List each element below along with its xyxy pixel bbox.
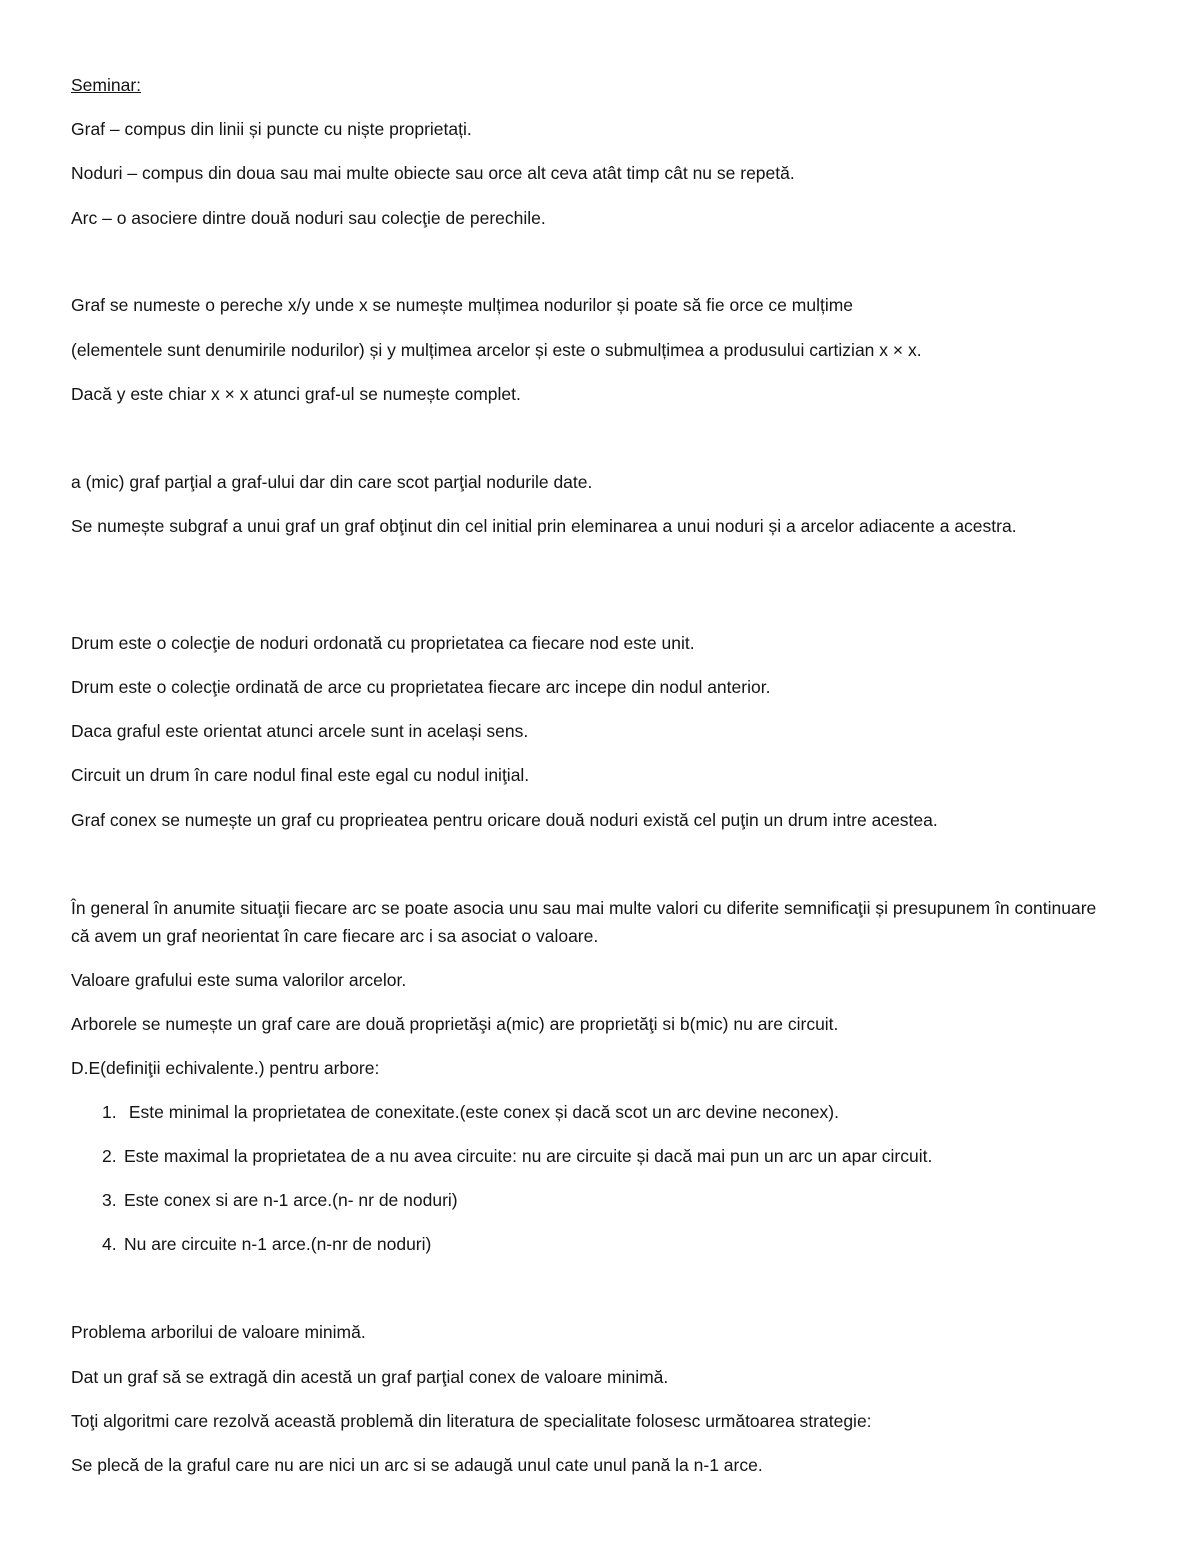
- paragraph-complet: Dacă y este chiar x × x atunci graf-ul se numește complet.: [71, 384, 521, 404]
- paragraph-circuit: Circuit un drum în care nodul final este egal cu nodul iniţial.: [71, 765, 530, 785]
- list-item: [102, 1230, 1122, 1258]
- list-number: 4.: [102, 1234, 117, 1254]
- paragraph-graf-conex: Graf conex se numește un graf cu proprieatea pentru oricare două noduri există cel puţin un drum intre acestea.: [71, 810, 938, 830]
- list-text: Nu are circuite n-1 arce.(n-nr de noduri): [124, 1234, 432, 1254]
- paragraph-elementele: (elementele sunt denumirile nodurilor) și y mulțimea arcelor și este o submulțimea a produsului cartizian x × x.: [71, 340, 922, 360]
- paragraph-noduri: Noduri – compus din doua sau mai multe obiecte sau orce alt ceva atât timp cât nu se repetă.: [71, 163, 795, 183]
- paragraph-graf-partial: a (mic) graf parţial a graf-ului dar din care scot parţial nodurile date.: [71, 472, 593, 492]
- paragraph-arborele: Arborele se numește un graf care are două proprietăşi a(mic) are proprietăţi si b(mic) nu are circuit.: [71, 1014, 839, 1034]
- paragraph-orientat: Daca graful este orientat atunci arcele sunt in același sens.: [71, 721, 529, 741]
- page-heading: Seminar:: [71, 75, 142, 95]
- list-number: 3.: [102, 1190, 117, 1210]
- paragraph-valori-arce: În general în anumite situaţii fiecare arc se poate asocia unu sau mai multe valori cu diferite semnificaţii și presupunem în continuare că avem un graf neorientat în care fiecare arc i sa asociat o valoare.: [71, 898, 1097, 946]
- paragraph-dat-graf: Dat un graf să se extragă din acestă un graf parţial conex de valoare minimă.: [71, 1367, 669, 1387]
- list-text: Este conex si are n-1 arce.(n- nr de noduri): [124, 1190, 458, 1210]
- list-number: 1.: [102, 1102, 117, 1122]
- paragraph-se-pleca: Se plecă de la graful care nu are nici un arc si se adaugă unul cate unul pană la n-1 arce.: [71, 1455, 763, 1475]
- paragraph-drum-noduri: Drum este o colecţie de noduri ordonată cu proprietatea ca fiecare nod este unit.: [71, 633, 695, 653]
- list-text: Este maximal la proprietatea de a nu avea circuite: nu are circuite și dacă mai pun un arc un apar circuit.: [124, 1146, 933, 1166]
- paragraph-definitii: D.E(definiţii echivalente.) pentru arbore:: [71, 1058, 380, 1078]
- list-item: [102, 1142, 1122, 1170]
- list-text: Este minimal la proprietatea de conexitate.(este conex și dacă scot un arc devine neconex).: [124, 1102, 839, 1122]
- paragraph-drum-arce: Drum este o colecţie ordinată de arce cu proprietatea fiecare arc incepe din nodul anterior.: [71, 677, 771, 697]
- paragraph-arc: Arc – o asociere dintre două noduri sau colecţie de perechile.: [71, 208, 546, 228]
- paragraph-problema: Problema arborilui de valoare minimă.: [71, 1322, 366, 1342]
- paragraph-graf: Graf – compus din linii și puncte cu niște proprietați.: [71, 119, 472, 139]
- list-number: 2.: [102, 1146, 117, 1166]
- paragraph-graf-definitie: Graf se numeste o pereche x/y unde x se numește mulțimea nodurilor și poate să fie orce ce mulțime: [71, 295, 854, 315]
- paragraph-valoare-graf: Valoare grafului este suma valorilor arcelor.: [71, 970, 407, 990]
- list-item: [102, 1098, 1122, 1126]
- paragraph-algoritmi: Toţi algoritmi care rezolvă această problemă din literatura de specialitate folosesc următoarea strategie:: [71, 1411, 872, 1431]
- paragraph-subgraf: Se numește subgraf a unui graf un graf obţinut din cel initial prin eleminarea a unui noduri și a arcelor adiacente a acestra.: [71, 516, 1017, 536]
- list-item: [102, 1186, 1122, 1214]
